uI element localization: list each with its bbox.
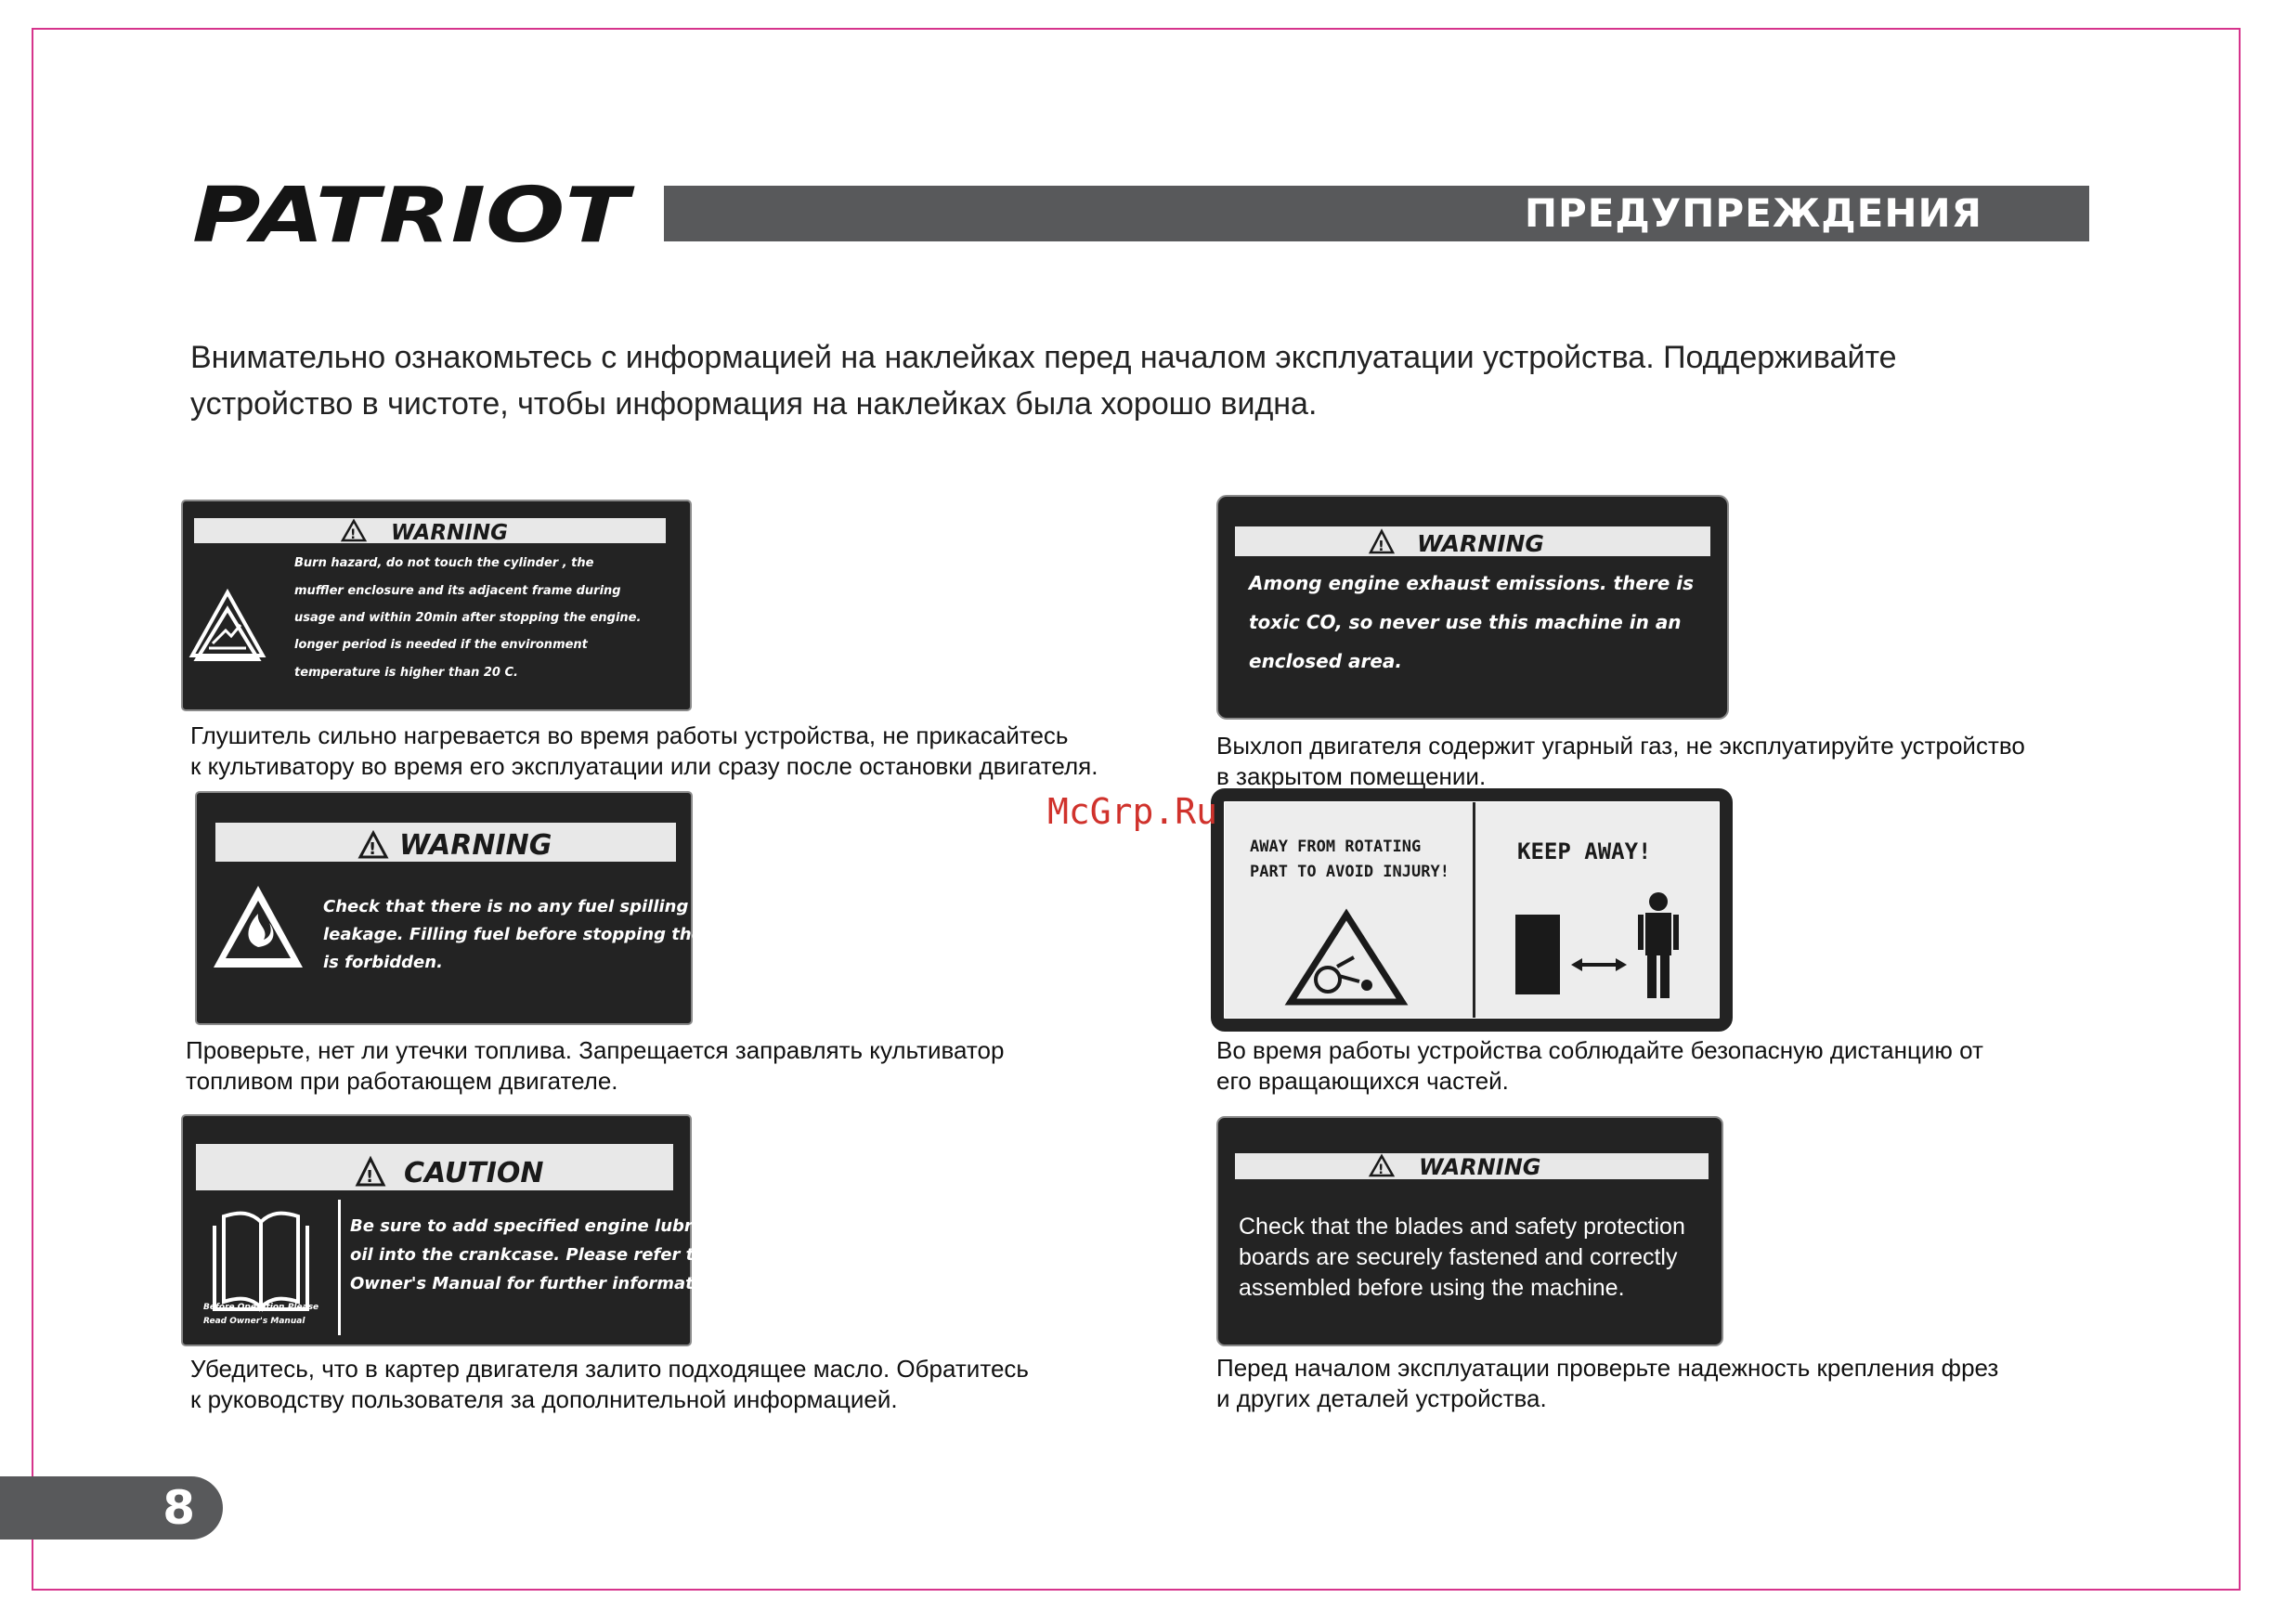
intro-line-1: Внимательно ознакомьтесь с информацией на наклейках перед началом эксплуатации устройства. Поддерживайте	[190, 340, 1897, 375]
svg-text:assembled before using the mac: assembled before using the machine.	[1239, 1275, 1625, 1301]
svg-text:Before Operation,Please: Before Operation,Please	[203, 1303, 319, 1312]
caption-blades: Перед началом эксплуатации проверьте надежность крепления фрез и других деталей устройства.	[1216, 1354, 1999, 1412]
caption-oil: Убедитесь, что в картер двигателя залито подходящее масло. Обратитесь к руководству пользователя за дополнительной информацией.	[190, 1355, 1029, 1413]
caution-label-oil	[181, 1114, 758, 1346]
svg-text:!: !	[369, 839, 377, 859]
logo-text: PATRIOT	[192, 172, 636, 260]
intro-text	[190, 334, 2103, 427]
svg-text:longer period is needed if the: longer period is needed if the environment	[294, 638, 588, 652]
svg-text:temperature is higher than 20: temperature is higher than 20 C.	[294, 666, 518, 680]
svg-text:leakage. Filling fuel before s: leakage. Filling fuel before stopping the engine	[323, 925, 773, 944]
label-heading: WARNING	[399, 829, 552, 862]
svg-text:!: !	[350, 527, 357, 542]
page-number-tab	[0, 1476, 223, 1540]
svg-text:Check that there is no any fue: Check that there is no any fuel spilling or fuel	[323, 897, 757, 916]
svg-text:PART TO AVOID INJURY!: PART TO AVOID INJURY!	[1250, 863, 1449, 881]
label-heading: WARNING	[391, 521, 508, 545]
svg-text:enclosed area.: enclosed area.	[1249, 650, 1403, 672]
svg-text:toxic CO, so never use this ma: toxic CO, so never use this machine in an	[1249, 611, 1682, 633]
title-bar	[664, 186, 2089, 241]
svg-text:Among engine exhaust emissions: Among engine exhaust emissions. there is	[1249, 572, 1695, 594]
caption-keep-away: Во время работы устройства соблюдайте безопасную дистанцию от его вращающихся частей.	[1216, 1036, 1983, 1095]
warning-label-burn	[181, 500, 692, 711]
warning-label-keep-away	[1216, 794, 1727, 1026]
svg-text:!: !	[1378, 1163, 1384, 1177]
label-heading: CAUTION	[404, 1157, 544, 1189]
caption-fuel: Проверьте, нет ли утечки топлива. Запрещается заправлять культиватор топливом при работающем двигателе.	[186, 1036, 1005, 1095]
svg-text:Burn hazard, do not touch the: Burn hazard, do not touch the cylinder , the	[294, 556, 594, 570]
caption-burn: Глушитель сильно нагревается во время работы устройства, не прикасайтесь к культиватору во время его эксплуатации или сразу после остановки двигателя.	[190, 721, 1098, 780]
svg-text:Owner's Manual for further inf: Owner's Manual for further information.	[350, 1274, 729, 1293]
warning-label-blades	[1216, 1116, 1723, 1346]
page-number: 8	[162, 1481, 195, 1535]
label-heading: WARNING	[1419, 1154, 1541, 1180]
svg-text:usage and within 20min after: usage and within 20min after stopping the engine.	[294, 611, 642, 625]
svg-text:muffler enclosure and its adja: muffler enclosure and its adjacent frame during	[294, 584, 621, 598]
svg-text:AWAY FROM ROTATING: AWAY FROM ROTATING	[1250, 838, 1422, 856]
watermark: McGrp.Ru	[1047, 791, 1218, 832]
page-title: ПРЕДУПРЕЖДЕНИЯ	[1524, 190, 1982, 236]
patriot-logo	[190, 172, 636, 260]
caption-exhaust: Выхлоп двигателя содержит угарный газ, не эксплуатируйте устройство в закрытом помещении.	[1216, 732, 2025, 790]
warning-label-exhaust	[1216, 495, 1729, 720]
svg-text:Check that the blades and safe: Check that the blades and safety protection	[1239, 1214, 1685, 1240]
warning-label-fuel	[195, 791, 773, 1025]
svg-text:oil into the crankcase. Please: oil into the crankcase. Please refer to	[350, 1245, 706, 1265]
svg-text:KEEP AWAY!: KEEP AWAY!	[1517, 838, 1652, 864]
svg-text:boards are securely fastened a: boards are securely fastened and correctly	[1239, 1244, 1678, 1270]
svg-text:Be sure to add specified engin: Be sure to add specified engine lubricating	[350, 1216, 758, 1236]
svg-text:!: !	[366, 1167, 374, 1187]
svg-text:Read Owner's Manual: Read Owner's Manual	[203, 1317, 305, 1326]
intro-line-2: устройство в чистоте, чтобы информация на наклейках была хорошо видна.	[190, 386, 1318, 422]
svg-text:!: !	[1378, 538, 1384, 554]
svg-text:is forbidden.: is forbidden.	[323, 953, 443, 972]
label-heading: WARNING	[1417, 530, 1544, 557]
